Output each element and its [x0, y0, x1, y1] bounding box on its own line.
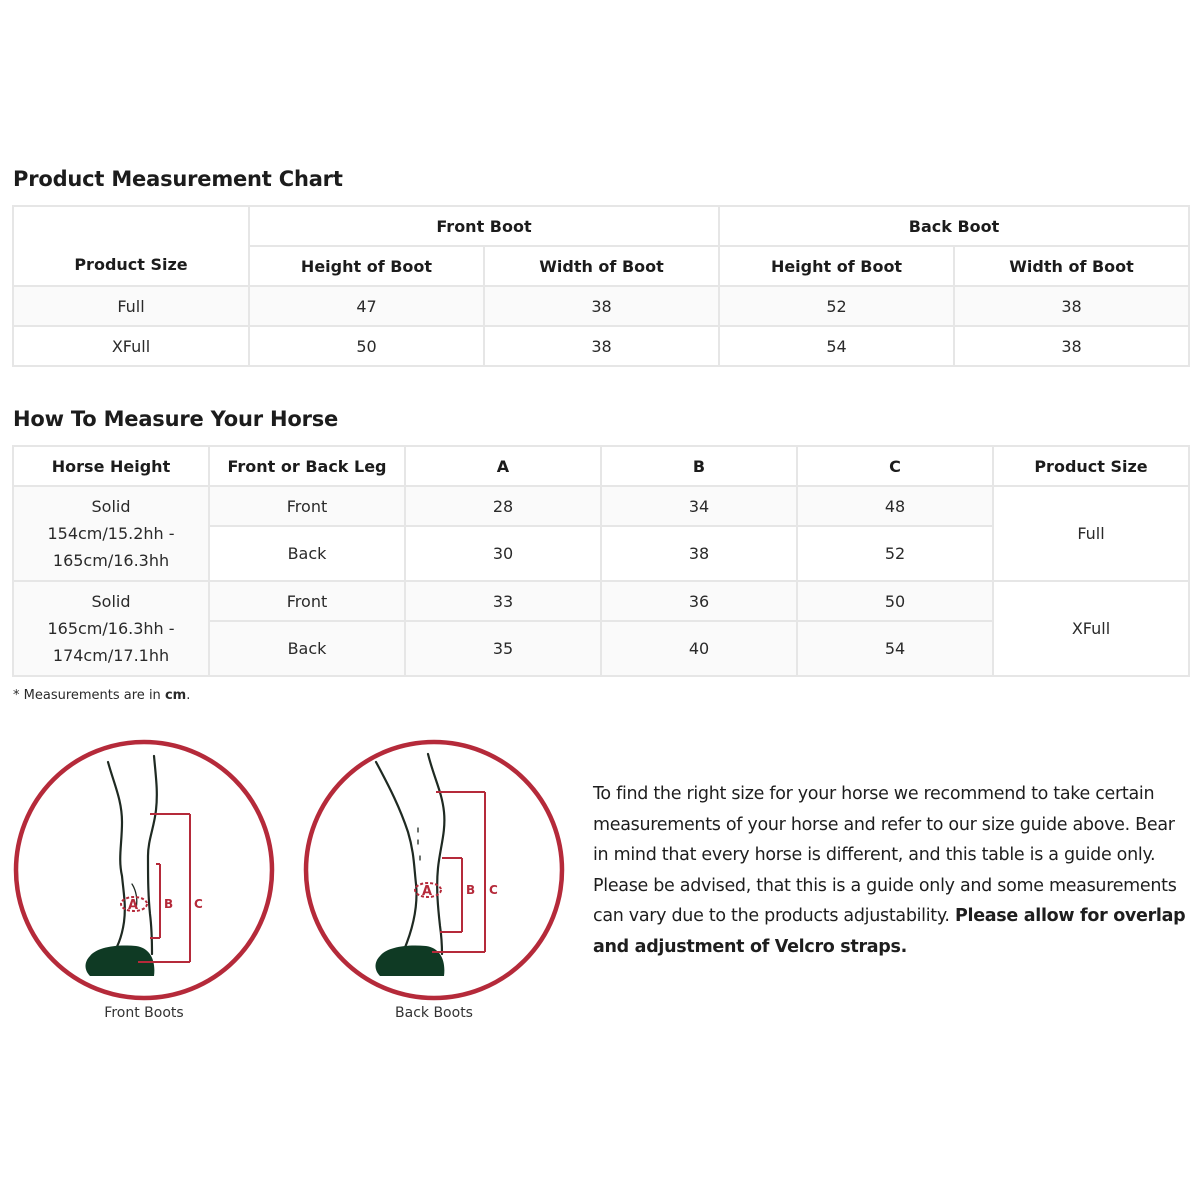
product-size-header: Product Size — [993, 446, 1189, 486]
a-cell: 35 — [405, 621, 601, 676]
back-height-header: Height of Boot — [719, 246, 954, 286]
measurement-note — [13, 688, 190, 703]
how-to-measure-table — [12, 445, 1190, 677]
value-cell: 38 — [484, 326, 719, 366]
value-cell: 50 — [249, 326, 484, 366]
back-label-b: B — [466, 883, 476, 897]
size-cell: Full — [993, 486, 1189, 581]
advice-text: To find the right size for your horse we recommend to take certain measurements of your horse and refer to our size guide above. Bear in mind that every horse is different, and this table is a guide only. Please be advised, that this is a guide only and some measurements can vary due to the products adjustability. — [593, 784, 1177, 926]
horse-height-cell — [13, 581, 209, 676]
front-boot-header: Front Boot — [249, 206, 719, 246]
a-header: A — [405, 446, 601, 486]
back-measure-lines — [415, 792, 485, 952]
size-cell: XFull — [993, 581, 1189, 676]
value-cell: 38 — [954, 286, 1189, 326]
c-cell: 48 — [797, 486, 993, 526]
table-row — [13, 581, 1189, 621]
horse-height-line: Solid — [91, 497, 131, 516]
note-unit: cm — [164, 688, 187, 703]
back-boot-header: Back Boot — [719, 206, 1189, 246]
back-leg-icon — [376, 754, 444, 954]
c-cell: 54 — [797, 621, 993, 676]
table-row — [13, 286, 1189, 326]
advice-paragraph — [593, 779, 1193, 962]
back-label-c: C — [489, 883, 498, 897]
product-size-header: Product Size — [13, 206, 249, 286]
value-cell: 52 — [719, 286, 954, 326]
product-measurement-table — [12, 205, 1190, 367]
b-cell: 34 — [601, 486, 797, 526]
product-chart-title: Product Measurement Chart — [13, 167, 343, 191]
horse-height-header: Horse Height — [13, 446, 209, 486]
front-boots-diagram — [10, 736, 280, 1006]
horse-height-cell — [13, 486, 209, 581]
front-width-header: Width of Boot — [484, 246, 719, 286]
b-cell: 40 — [601, 621, 797, 676]
front-boots-caption: Front Boots — [104, 1005, 184, 1021]
a-cell: 28 — [405, 486, 601, 526]
back-boots-diagram — [300, 736, 570, 1006]
note-suffix: . — [186, 688, 191, 703]
front-hoof-icon — [86, 945, 155, 976]
horse-height-line: 174cm/17.1hh — [52, 646, 170, 665]
note-prefix: * Measurements are in — [13, 688, 165, 703]
leg-cell: Front — [209, 581, 405, 621]
front-label-a: A — [128, 898, 139, 913]
c-cell: 52 — [797, 526, 993, 581]
measure-chart-title: How To Measure Your Horse — [13, 407, 339, 431]
b-header: B — [601, 446, 797, 486]
front-leg-icon — [108, 756, 157, 958]
b-cell: 36 — [601, 581, 797, 621]
horse-height-line: 165cm/16.3hh — [52, 551, 170, 570]
front-label-c: C — [194, 897, 203, 911]
leg-header: Front or Back Leg — [209, 446, 405, 486]
horse-height-line: 165cm/16.3hh - — [47, 619, 175, 638]
table-row — [13, 326, 1189, 366]
a-cell: 30 — [405, 526, 601, 581]
value-cell: 54 — [719, 326, 954, 366]
horse-height-line: 154cm/15.2hh - — [47, 524, 175, 543]
c-header: C — [797, 446, 993, 486]
back-label-a: A — [422, 884, 433, 899]
leg-cell: Back — [209, 621, 405, 676]
back-hoof-icon — [376, 945, 445, 976]
back-boots-caption: Back Boots — [395, 1005, 473, 1021]
b-cell: 38 — [601, 526, 797, 581]
front-height-header: Height of Boot — [249, 246, 484, 286]
a-cell: 33 — [405, 581, 601, 621]
front-measure-lines — [121, 814, 190, 962]
table-row — [13, 486, 1189, 526]
back-width-header: Width of Boot — [954, 246, 1189, 286]
c-cell: 50 — [797, 581, 993, 621]
front-label-b: B — [164, 897, 174, 911]
leg-cell: Back — [209, 526, 405, 581]
value-cell: 47 — [249, 286, 484, 326]
size-cell: Full — [13, 286, 249, 326]
horse-height-line: Solid — [91, 592, 131, 611]
advice-bold-text: Please allow for overlap and adjustment of Velcro straps. — [593, 906, 1186, 957]
value-cell: 38 — [484, 286, 719, 326]
size-cell: XFull — [13, 326, 249, 366]
leg-cell: Front — [209, 486, 405, 526]
value-cell: 38 — [954, 326, 1189, 366]
